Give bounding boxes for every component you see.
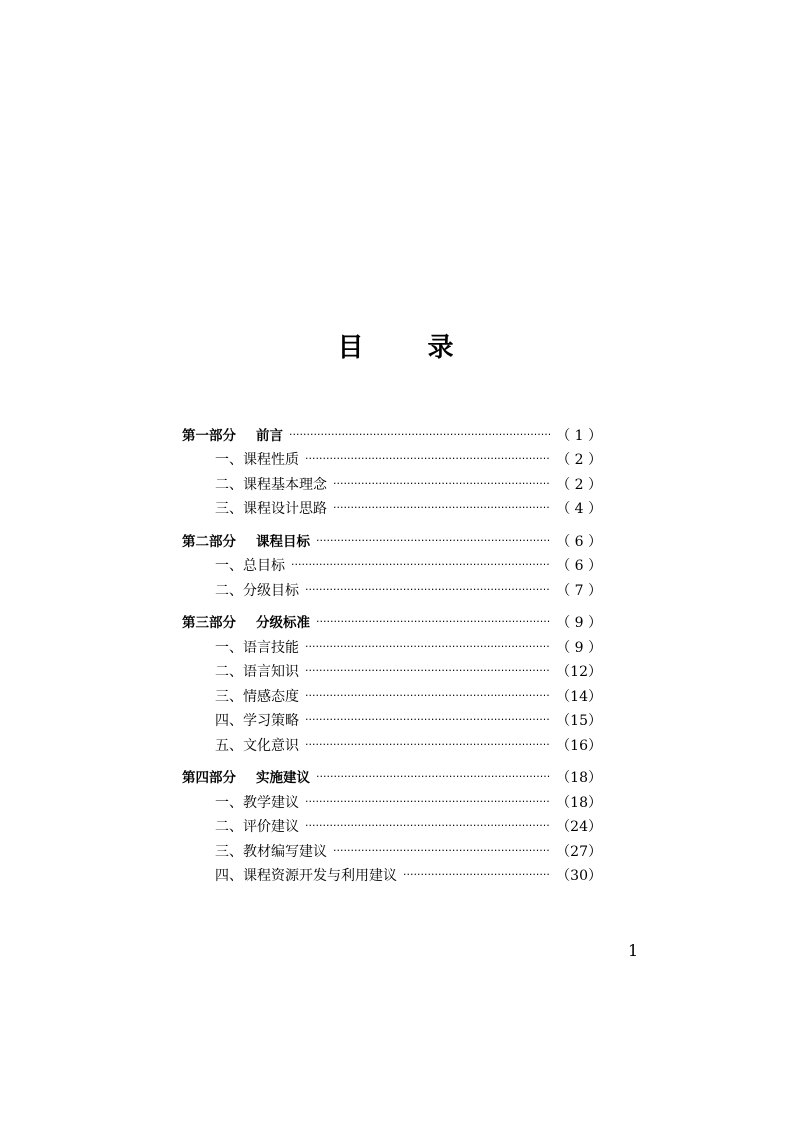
page-title-char-2: 录 [427,333,456,363]
toc-item-label: 三、情感态度 [215,688,299,705]
toc-item-label: 四、课程资源开发与利用建议 [215,868,397,884]
toc-page-ref: （18） [556,794,602,811]
toc-page-ref: （ 9 ） [556,639,602,656]
toc-item-row[interactable] [182,494,602,519]
dot-leader [305,737,550,755]
page-number: 1 [628,941,639,960]
dot-leader [403,867,550,885]
toc-page-ref: （ 2 ） [556,476,602,493]
toc-item-label: 五、文化意识 [215,737,299,754]
dot-leader [305,639,550,657]
toc-item-row[interactable] [182,812,602,837]
toc-item-label: 一、课程性质 [215,452,299,468]
toc-item-row[interactable] [182,681,602,706]
toc-page-ref: （ 7 ） [556,582,602,599]
dot-leader [333,500,550,518]
dot-leader [305,663,550,681]
toc-item-row[interactable] [182,575,602,600]
toc-item-label: 二、评价建议 [215,819,299,835]
toc-page-ref: （ 6 ） [556,558,602,574]
toc-part-label: 课程目标 [256,533,310,550]
toc-item-row[interactable] [182,551,602,576]
toc-part-label: 前言 [256,427,283,444]
toc-part-label: 实施建议 [256,770,310,786]
toc-section-4 [182,763,602,886]
dot-leader [305,818,550,836]
toc-part-label: 分级标准 [256,615,310,631]
toc-item-label: 一、语言技能 [215,639,299,656]
dot-leader [333,843,550,861]
toc-page-ref: （ 6 ） [556,533,602,550]
dot-leader [305,712,550,730]
dot-leader [316,533,550,551]
dot-leader [305,688,550,706]
toc-part-row[interactable] [182,526,602,551]
toc-section-3 [182,608,602,755]
dot-leader [305,794,550,812]
toc-item-label: 一、总目标 [215,558,285,574]
toc-part-row[interactable] [182,608,602,633]
dot-leader [305,451,550,469]
toc-part-number: 第四部分 [182,770,236,786]
toc-item-label: 三、课程设计思路 [215,501,327,517]
toc-item-label: 三、教材编写建议 [215,843,327,860]
toc-item-label: 二、语言知识 [215,664,299,680]
toc-item-row[interactable] [182,706,602,731]
toc-part-row[interactable] [182,763,602,788]
dot-leader [316,769,550,787]
toc-part-number: 第三部分 [182,615,236,631]
toc-page-ref: （ 1 ） [556,427,602,444]
page-title [0,333,793,363]
toc-item-label: 二、分级目标 [215,582,299,599]
table-of-contents [182,420,602,893]
toc-page-ref: （16） [556,737,602,754]
toc-item-row[interactable] [182,836,602,861]
toc-item-row[interactable] [182,787,602,812]
toc-page-ref: （30） [556,868,602,884]
toc-part-number: 第二部分 [182,533,236,550]
toc-page-ref: （27） [556,843,602,860]
toc-page-ref: （24） [556,819,602,835]
toc-item-label: 四、学习策略 [215,713,299,729]
toc-section-2 [182,526,602,600]
toc-page-ref: （ 9 ） [556,615,602,631]
toc-item-row[interactable] [182,445,602,470]
toc-page-ref: （14） [556,688,602,705]
toc-item-row[interactable] [182,657,602,682]
toc-page-ref: （12） [556,664,602,680]
dot-leader [291,557,550,575]
dot-leader [316,614,550,632]
toc-part-row[interactable] [182,420,602,445]
dot-leader [333,476,550,494]
toc-page-ref: （18） [556,770,602,786]
toc-item-row[interactable] [182,469,602,494]
toc-page-ref: （ 2 ） [556,452,602,468]
toc-item-label: 二、课程基本理念 [215,476,327,493]
dot-leader [289,427,550,445]
toc-item-row[interactable] [182,632,602,657]
toc-item-label: 一、教学建议 [215,794,299,811]
page-title-char-1: 目 [337,333,366,363]
toc-page-ref: （ 4 ） [556,501,602,517]
toc-item-row[interactable] [182,861,602,886]
toc-item-row[interactable] [182,730,602,755]
dot-leader [305,582,550,600]
toc-part-number: 第一部分 [182,427,236,444]
toc-page-ref: （15） [556,713,602,729]
toc-section-1 [182,420,602,518]
